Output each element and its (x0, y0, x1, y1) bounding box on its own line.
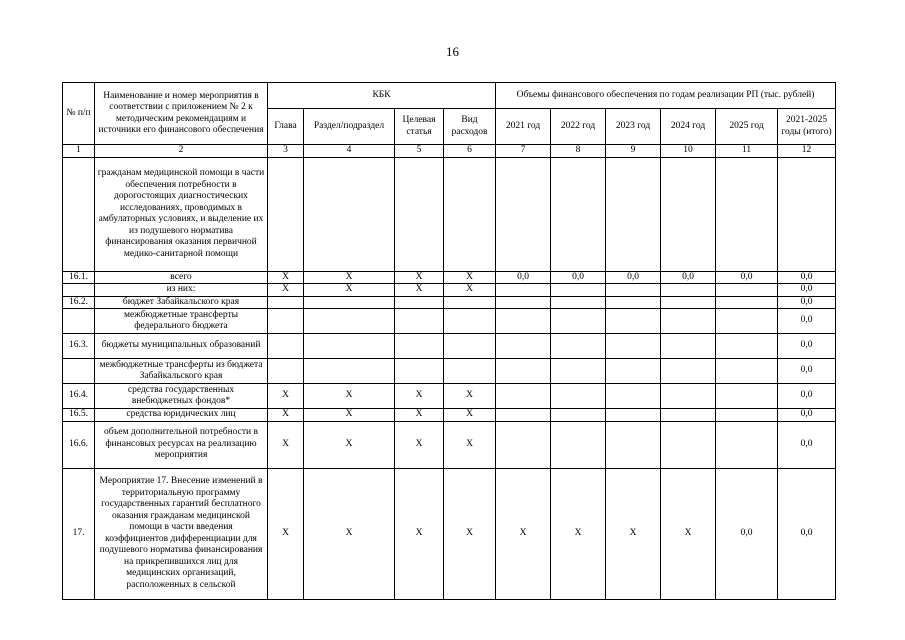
row-cell: 0,0 (716, 468, 778, 599)
header-total: 2021-2025 годы (итого) (778, 109, 836, 145)
col-number: 9 (606, 145, 661, 158)
row-cell (395, 296, 444, 309)
row-cell (661, 359, 716, 384)
row-cell (716, 359, 778, 384)
row-cell: X (268, 284, 304, 297)
table-row (63, 296, 836, 309)
header-year-2025: 2025 год (716, 109, 778, 145)
table-row (63, 421, 836, 468)
table-row (63, 384, 836, 409)
row-cell: X (304, 468, 395, 599)
header-year-2022: 2022 год (551, 109, 606, 145)
row-cell (496, 409, 551, 422)
row-cell: 0,0 (778, 334, 836, 359)
row-cell: X (268, 409, 304, 422)
row-cell (551, 384, 606, 409)
row-number: 16.6. (63, 421, 95, 468)
row-name: всего (95, 271, 268, 284)
row-cell: X (268, 384, 304, 409)
row-cell (268, 309, 304, 334)
row-cell: X (444, 284, 496, 297)
row-cell: 0,0 (661, 271, 716, 284)
row-cell: 0,0 (778, 284, 836, 297)
row-number: 16.5. (63, 409, 95, 422)
row-cell (551, 334, 606, 359)
row-cell (551, 359, 606, 384)
row-cell (551, 409, 606, 422)
row-cell: 0,0 (778, 309, 836, 334)
table-row (63, 334, 836, 359)
row-cell (606, 309, 661, 334)
row-cell (606, 409, 661, 422)
row-number: 16.3. (63, 334, 95, 359)
row-cell (444, 157, 496, 271)
row-cell (661, 296, 716, 309)
header-num: № п/п (63, 83, 95, 145)
row-cell: X (395, 284, 444, 297)
row-cell (304, 309, 395, 334)
header-name: Наименование и номер мероприятия в соответствии с приложением № 2 к методическим рекомендациям и источники его финансового обеспечения (95, 83, 268, 145)
row-name: межбюджетные трансферты из бюджета Забайкальского края (95, 359, 268, 384)
row-cell: X (395, 421, 444, 468)
table-row (63, 284, 836, 297)
row-name: средства юридических лиц (95, 409, 268, 422)
header-year-2023: 2023 год (606, 109, 661, 145)
row-cell: X (395, 409, 444, 422)
row-cell (606, 157, 661, 271)
row-cell: X (395, 468, 444, 599)
row-name: Мероприятие 17. Внесение изменений в территориальную программу государственных гарантий бесплатного оказания гражданам медицинской помощи в части введения коэффициентов дифференциации для подушевого норматива финансирования на прикрепившихся лиц для медицинских организаций, расположенных в сельской (95, 468, 268, 599)
row-cell (661, 309, 716, 334)
row-cell (661, 409, 716, 422)
row-cell (496, 384, 551, 409)
row-cell (496, 284, 551, 297)
row-cell (395, 157, 444, 271)
row-cell (444, 359, 496, 384)
row-cell: X (496, 468, 551, 599)
col-number: 5 (395, 145, 444, 158)
header-kbk-glava: Глава (268, 109, 304, 145)
col-number: 8 (551, 145, 606, 158)
row-cell (444, 309, 496, 334)
row-cell (268, 157, 304, 271)
row-number: 16.1. (63, 271, 95, 284)
row-cell (496, 359, 551, 384)
table-row (63, 157, 836, 271)
row-cell (496, 309, 551, 334)
header-kbk-statya: Целевая статья (395, 109, 444, 145)
row-name: межбюджетные трансферты федерального бюджета (95, 309, 268, 334)
table-row (63, 468, 836, 599)
row-cell (661, 421, 716, 468)
row-cell: X (268, 271, 304, 284)
row-cell (716, 309, 778, 334)
row-cell: 0,0 (551, 271, 606, 284)
row-cell (716, 284, 778, 297)
row-cell: X (268, 468, 304, 599)
row-cell (778, 157, 836, 271)
col-number: 4 (304, 145, 395, 158)
row-cell (304, 334, 395, 359)
row-number: 17. (63, 468, 95, 599)
row-cell: 0,0 (716, 271, 778, 284)
table-row (63, 271, 836, 284)
col-number: 12 (778, 145, 836, 158)
header-kbk: КБК (268, 83, 496, 109)
row-name: объем дополнительной потребности в финансовых ресурсах на реализацию мероприятия (95, 421, 268, 468)
table-row (63, 309, 836, 334)
row-cell: X (395, 271, 444, 284)
row-cell (444, 296, 496, 309)
row-cell (496, 296, 551, 309)
row-cell: 0,0 (778, 271, 836, 284)
row-name: бюджеты муниципальных образований (95, 334, 268, 359)
header-kbk-vid: Вид расходов (444, 109, 496, 145)
row-name: гражданам медицинской помощи в части обеспечения потребности в дорогостоящих диагностических исследованиях, проводимых в амбулаторных условиях, и выделение их из подушевого норматива финансирования оказания первичной медико-санитарной помощи (95, 157, 268, 271)
row-cell: X (395, 384, 444, 409)
row-cell: 0,0 (778, 421, 836, 468)
row-cell (496, 157, 551, 271)
row-cell (716, 384, 778, 409)
row-cell (268, 359, 304, 384)
row-number: 16.2. (63, 296, 95, 309)
row-number (63, 359, 95, 384)
row-cell (606, 296, 661, 309)
row-name: бюджет Забайкальского края (95, 296, 268, 309)
col-number: 7 (496, 145, 551, 158)
table-row (63, 409, 836, 422)
row-cell: X (268, 421, 304, 468)
row-cell: 0,0 (778, 296, 836, 309)
row-cell: X (444, 271, 496, 284)
row-cell (395, 309, 444, 334)
row-cell: X (444, 421, 496, 468)
header-numbering-row (63, 145, 836, 158)
row-cell: X (606, 468, 661, 599)
row-cell: X (444, 384, 496, 409)
col-number: 2 (95, 145, 268, 158)
row-cell (661, 334, 716, 359)
row-cell (661, 384, 716, 409)
row-cell: X (551, 468, 606, 599)
row-cell: X (444, 409, 496, 422)
row-cell (268, 296, 304, 309)
row-cell (716, 421, 778, 468)
row-cell (551, 296, 606, 309)
row-cell (268, 334, 304, 359)
row-cell: 0,0 (778, 359, 836, 384)
row-cell (551, 284, 606, 297)
row-cell (551, 157, 606, 271)
row-name: средства государственных внебюджетных фондов* (95, 384, 268, 409)
row-cell (661, 284, 716, 297)
row-number (63, 309, 95, 334)
header-kbk-razdel: Раздел/подраздел (304, 109, 395, 145)
row-cell (606, 384, 661, 409)
row-cell (551, 421, 606, 468)
col-number: 3 (268, 145, 304, 158)
row-name: из них: (95, 284, 268, 297)
row-cell (395, 359, 444, 384)
row-cell: X (304, 409, 395, 422)
row-cell (606, 421, 661, 468)
row-cell: 0,0 (606, 271, 661, 284)
col-number: 10 (661, 145, 716, 158)
row-cell (661, 157, 716, 271)
header-year-2021: 2021 год (496, 109, 551, 145)
row-cell (395, 334, 444, 359)
row-cell: X (304, 271, 395, 284)
row-cell: 0,0 (778, 468, 836, 599)
row-cell: X (304, 384, 395, 409)
table-body (63, 157, 836, 599)
row-cell (716, 409, 778, 422)
financing-table (62, 82, 836, 600)
row-cell (444, 334, 496, 359)
row-number: 16.4. (63, 384, 95, 409)
row-cell (716, 334, 778, 359)
row-cell (606, 359, 661, 384)
row-cell (606, 334, 661, 359)
header-volumes: Объемы финансового обеспечения по годам реализации РП (тыс. рублей) (496, 83, 836, 109)
col-number: 6 (444, 145, 496, 158)
row-cell (716, 157, 778, 271)
row-cell: X (444, 468, 496, 599)
row-cell: X (304, 284, 395, 297)
row-cell (716, 296, 778, 309)
row-cell (496, 334, 551, 359)
row-cell: 0,0 (496, 271, 551, 284)
row-cell: 0,0 (778, 409, 836, 422)
row-cell (304, 359, 395, 384)
table-row (63, 359, 836, 384)
row-cell: X (661, 468, 716, 599)
row-cell (606, 284, 661, 297)
row-cell: X (304, 421, 395, 468)
row-number (63, 284, 95, 297)
col-number: 1 (63, 145, 95, 158)
row-cell (496, 421, 551, 468)
row-cell (304, 157, 395, 271)
col-number: 11 (716, 145, 778, 158)
row-cell (304, 296, 395, 309)
page-number: 16 (446, 44, 459, 59)
row-cell: 0,0 (778, 384, 836, 409)
header-year-2024: 2024 год (661, 109, 716, 145)
row-cell (551, 309, 606, 334)
row-number (63, 157, 95, 271)
